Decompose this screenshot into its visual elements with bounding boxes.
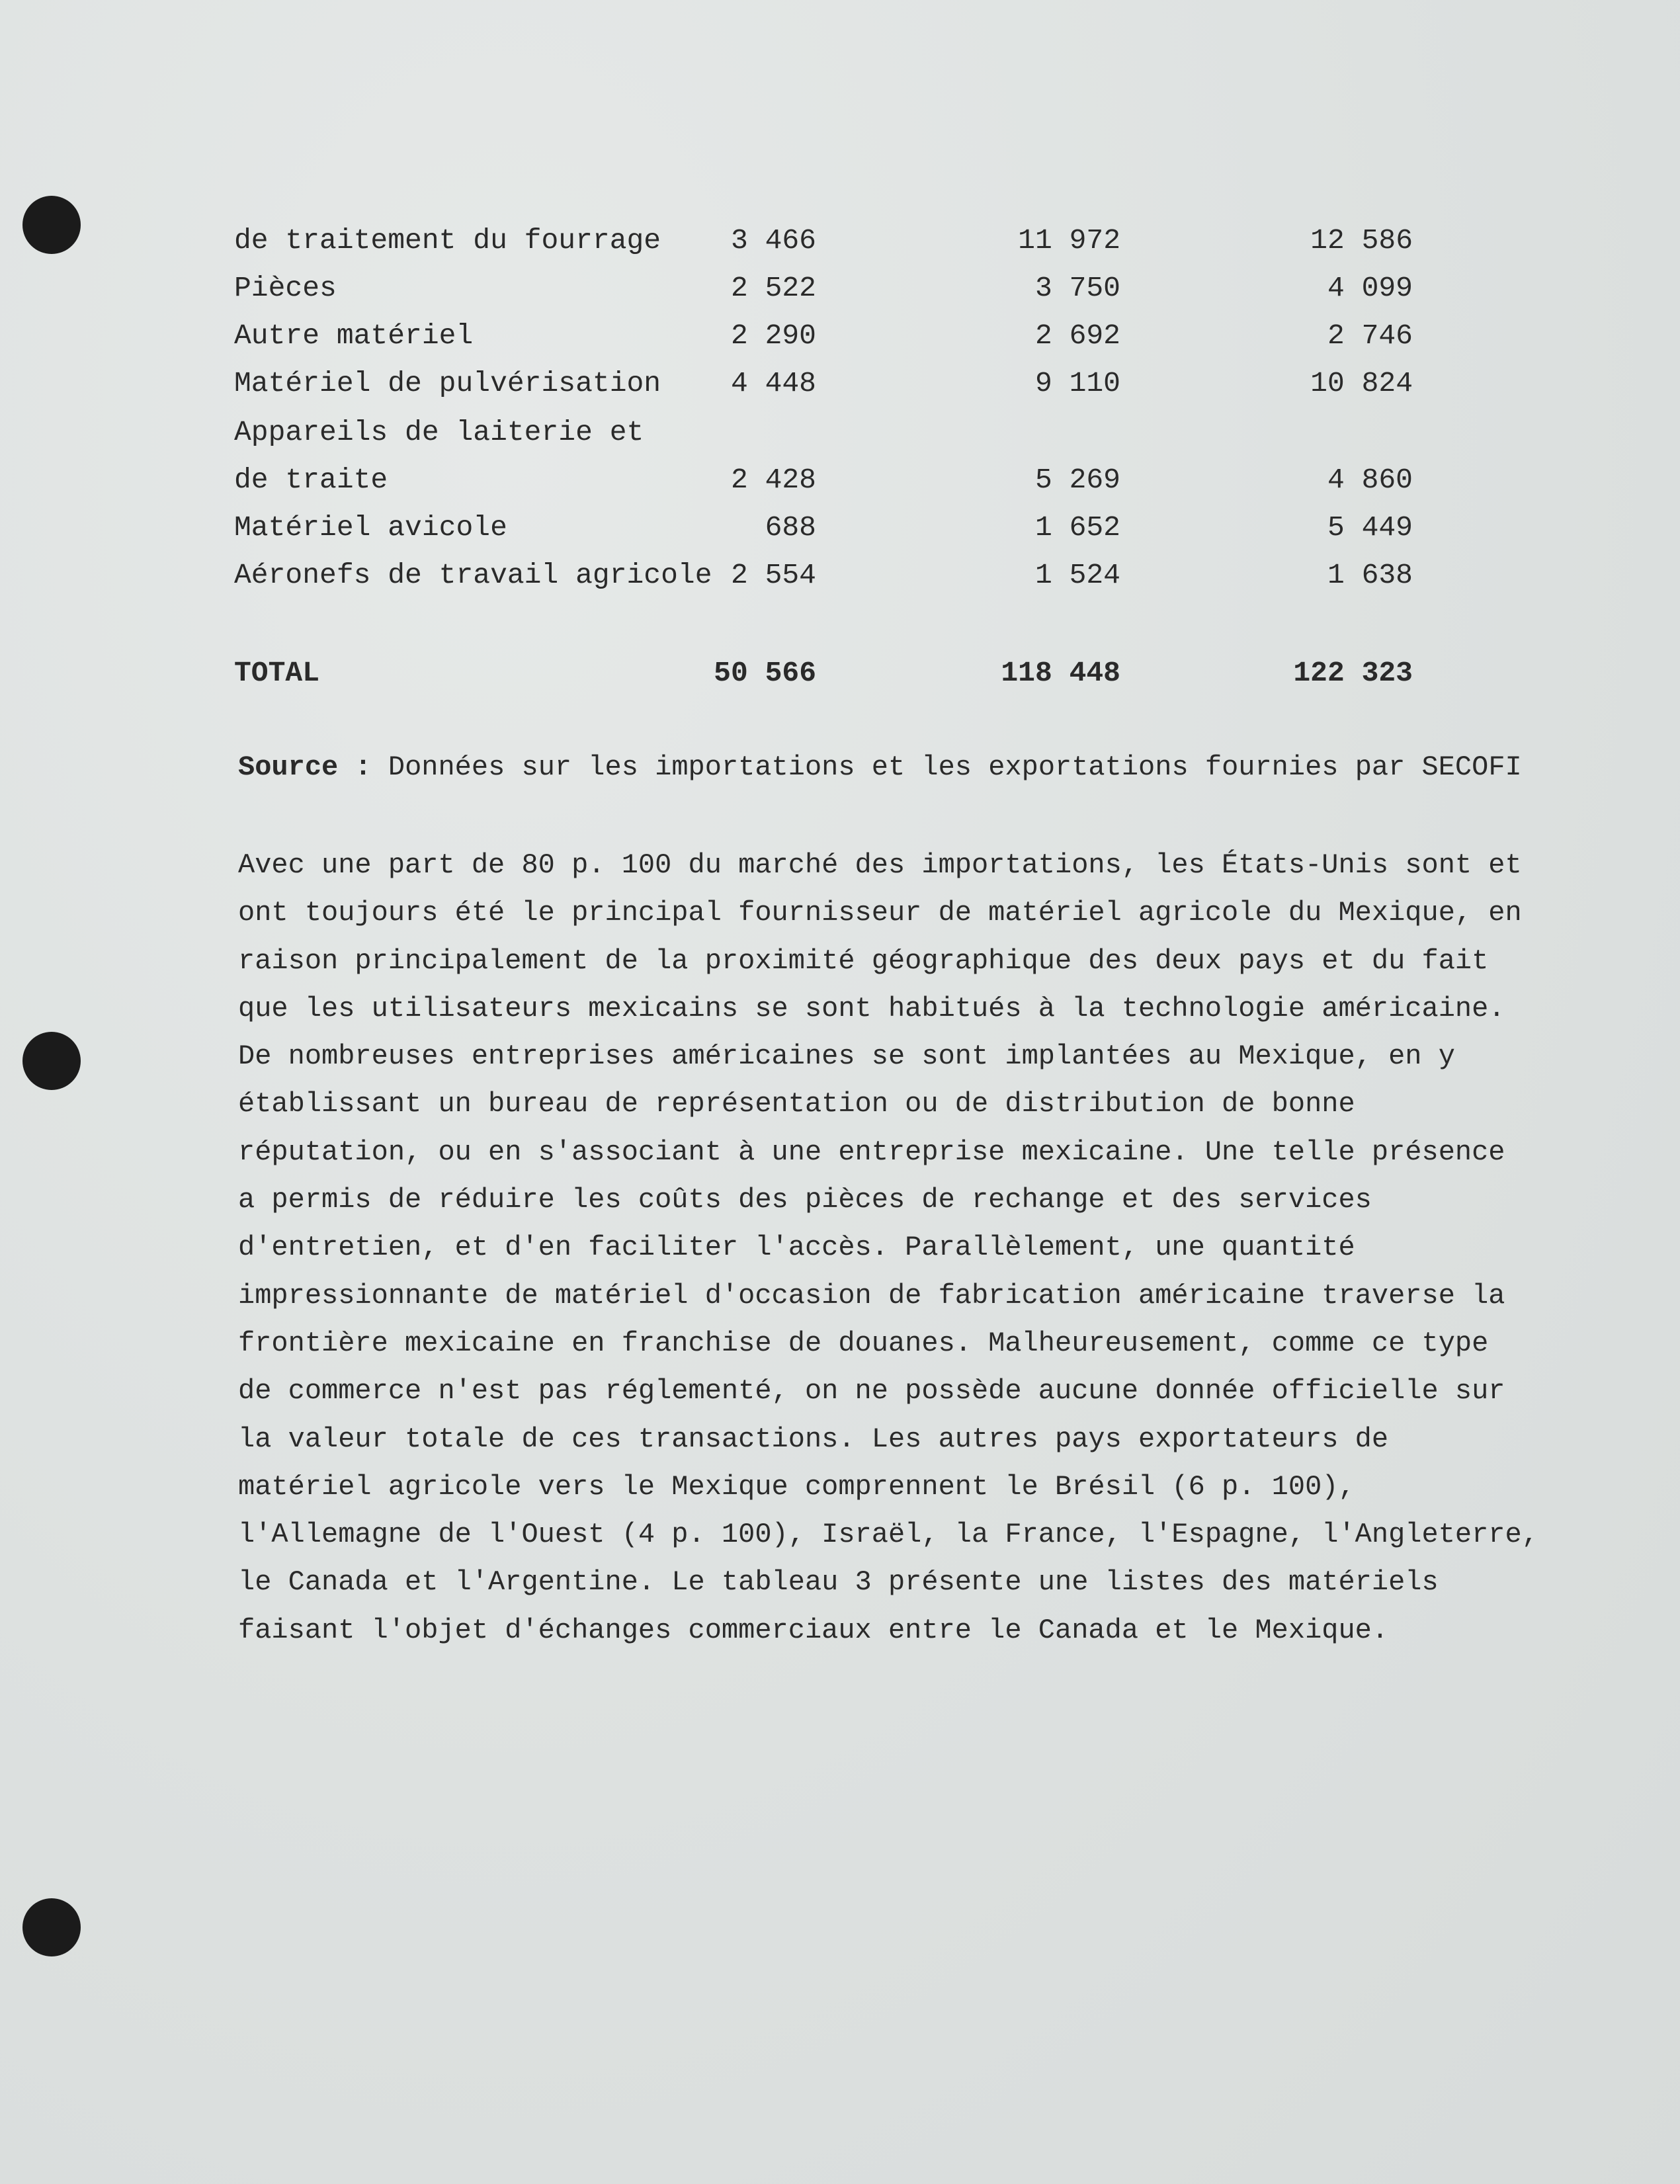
value-col-2: 1 524 bbox=[1034, 559, 1120, 591]
body-paragraph bbox=[238, 841, 1538, 1654]
value-col-3: 2 746 bbox=[1327, 319, 1413, 352]
value-col-2: 1 652 bbox=[1034, 511, 1120, 544]
paragraph-line: frontière mexicaine en franchise de douanes. Malheureusement, comme ce type bbox=[238, 1327, 1489, 1359]
value-col-1: 4 448 bbox=[730, 367, 816, 399]
paragraph-line: ont toujours été le principal fournisseur de matériel agricole du Mexique, en bbox=[238, 897, 1522, 929]
paragraph-line: De nombreuses entreprises américaines se sont implantées au Mexique, en y bbox=[238, 1040, 1455, 1073]
value-col-1: 688 bbox=[765, 511, 816, 544]
value-col-3: 10 824 bbox=[1310, 367, 1413, 399]
value-col-1: 2 428 bbox=[730, 464, 816, 496]
value-col-3: 4 099 bbox=[1327, 272, 1413, 304]
value-col-2: 11 972 bbox=[1018, 224, 1120, 257]
value-col-2: 2 692 bbox=[1034, 319, 1120, 352]
total-col-2: 118 448 bbox=[1001, 657, 1120, 689]
value-col-3: 4 860 bbox=[1327, 464, 1413, 496]
row-label: Autre matériel bbox=[234, 319, 474, 352]
paragraph-line: faisant l'objet d'échanges commerciaux entre le Canada et le Mexique. bbox=[238, 1614, 1389, 1646]
table-row bbox=[0, 459, 1680, 501]
table-row bbox=[0, 411, 1680, 454]
table-total-row bbox=[0, 652, 1680, 694]
paragraph-line: Avec une part de 80 p. 100 du marché des importations, les États-Unis sont et bbox=[238, 849, 1522, 881]
value-col-3: 5 449 bbox=[1327, 511, 1413, 544]
value-col-1: 2 554 bbox=[730, 559, 816, 591]
row-label: Appareils de laiterie et bbox=[234, 416, 644, 448]
value-col-1: 2 290 bbox=[730, 319, 816, 352]
paragraph-line: l'Allemagne de l'Ouest (4 p. 100), Israël, la France, l'Espagne, l'Angleterre, bbox=[238, 1519, 1538, 1551]
value-col-2: 9 110 bbox=[1034, 367, 1120, 399]
table-row bbox=[0, 554, 1680, 597]
source-label: Source : bbox=[238, 751, 372, 783]
value-col-1: 3 466 bbox=[730, 224, 816, 257]
paragraph-line: impressionnante de matériel d'occasion de fabrication américaine traverse la bbox=[238, 1279, 1505, 1312]
value-col-2: 3 750 bbox=[1034, 272, 1120, 304]
paragraph-line: matériel agricole vers le Mexique comprennent le Brésil (6 p. 100), bbox=[238, 1470, 1355, 1503]
row-label: Aéronefs de travail agricole bbox=[234, 559, 712, 591]
paragraph-line: raison principalement de la proximité géographique des deux pays et du fait bbox=[238, 945, 1489, 977]
total-col-1: 50 566 bbox=[714, 657, 816, 689]
row-label: Matériel avicole bbox=[234, 511, 507, 544]
paragraph-line: réputation, ou en s'associant à une entreprise mexicaine. Une telle présence bbox=[238, 1136, 1505, 1168]
paragraph-line: que les utilisateurs mexicains se sont habitués à la technologie américaine. bbox=[238, 992, 1505, 1025]
value-col-3: 1 638 bbox=[1327, 559, 1413, 591]
source-note bbox=[238, 746, 1522, 788]
table-row bbox=[0, 220, 1680, 262]
source-text: Données sur les importations et les exportations fournies par SECOFI bbox=[388, 751, 1522, 783]
paragraph-line: établissant un bureau de représentation ou de distribution de bonne bbox=[238, 1088, 1355, 1120]
value-col-3: 12 586 bbox=[1310, 224, 1413, 257]
binder-hole bbox=[22, 1898, 81, 1956]
total-col-3: 122 323 bbox=[1293, 657, 1413, 689]
row-label: Matériel de pulvérisation bbox=[234, 367, 661, 399]
row-label: Pièces bbox=[234, 272, 337, 304]
table-row bbox=[0, 267, 1680, 310]
paragraph-line: a permis de réduire les coûts des pièces de rechange et des services bbox=[238, 1184, 1372, 1216]
table-row bbox=[0, 362, 1680, 405]
binder-hole bbox=[22, 1032, 81, 1090]
row-label: de traitement du fourrage bbox=[234, 224, 661, 257]
table-row bbox=[0, 507, 1680, 549]
value-col-2: 5 269 bbox=[1034, 464, 1120, 496]
total-label: TOTAL bbox=[234, 657, 320, 689]
table-row bbox=[0, 315, 1680, 357]
paragraph-line: la valeur totale de ces transactions. Les autres pays exportateurs de bbox=[238, 1423, 1389, 1455]
row-label: de traite bbox=[234, 464, 388, 496]
paragraph-line: d'entretien, et d'en faciliter l'accès. Parallèlement, une quantité bbox=[238, 1232, 1355, 1264]
paragraph-line: de commerce n'est pas réglementé, on ne possède aucune donnée officielle sur bbox=[238, 1375, 1505, 1407]
paragraph-line: le Canada et l'Argentine. Le tableau 3 présente une listes des matériels bbox=[238, 1566, 1439, 1599]
value-col-1: 2 522 bbox=[730, 272, 816, 304]
